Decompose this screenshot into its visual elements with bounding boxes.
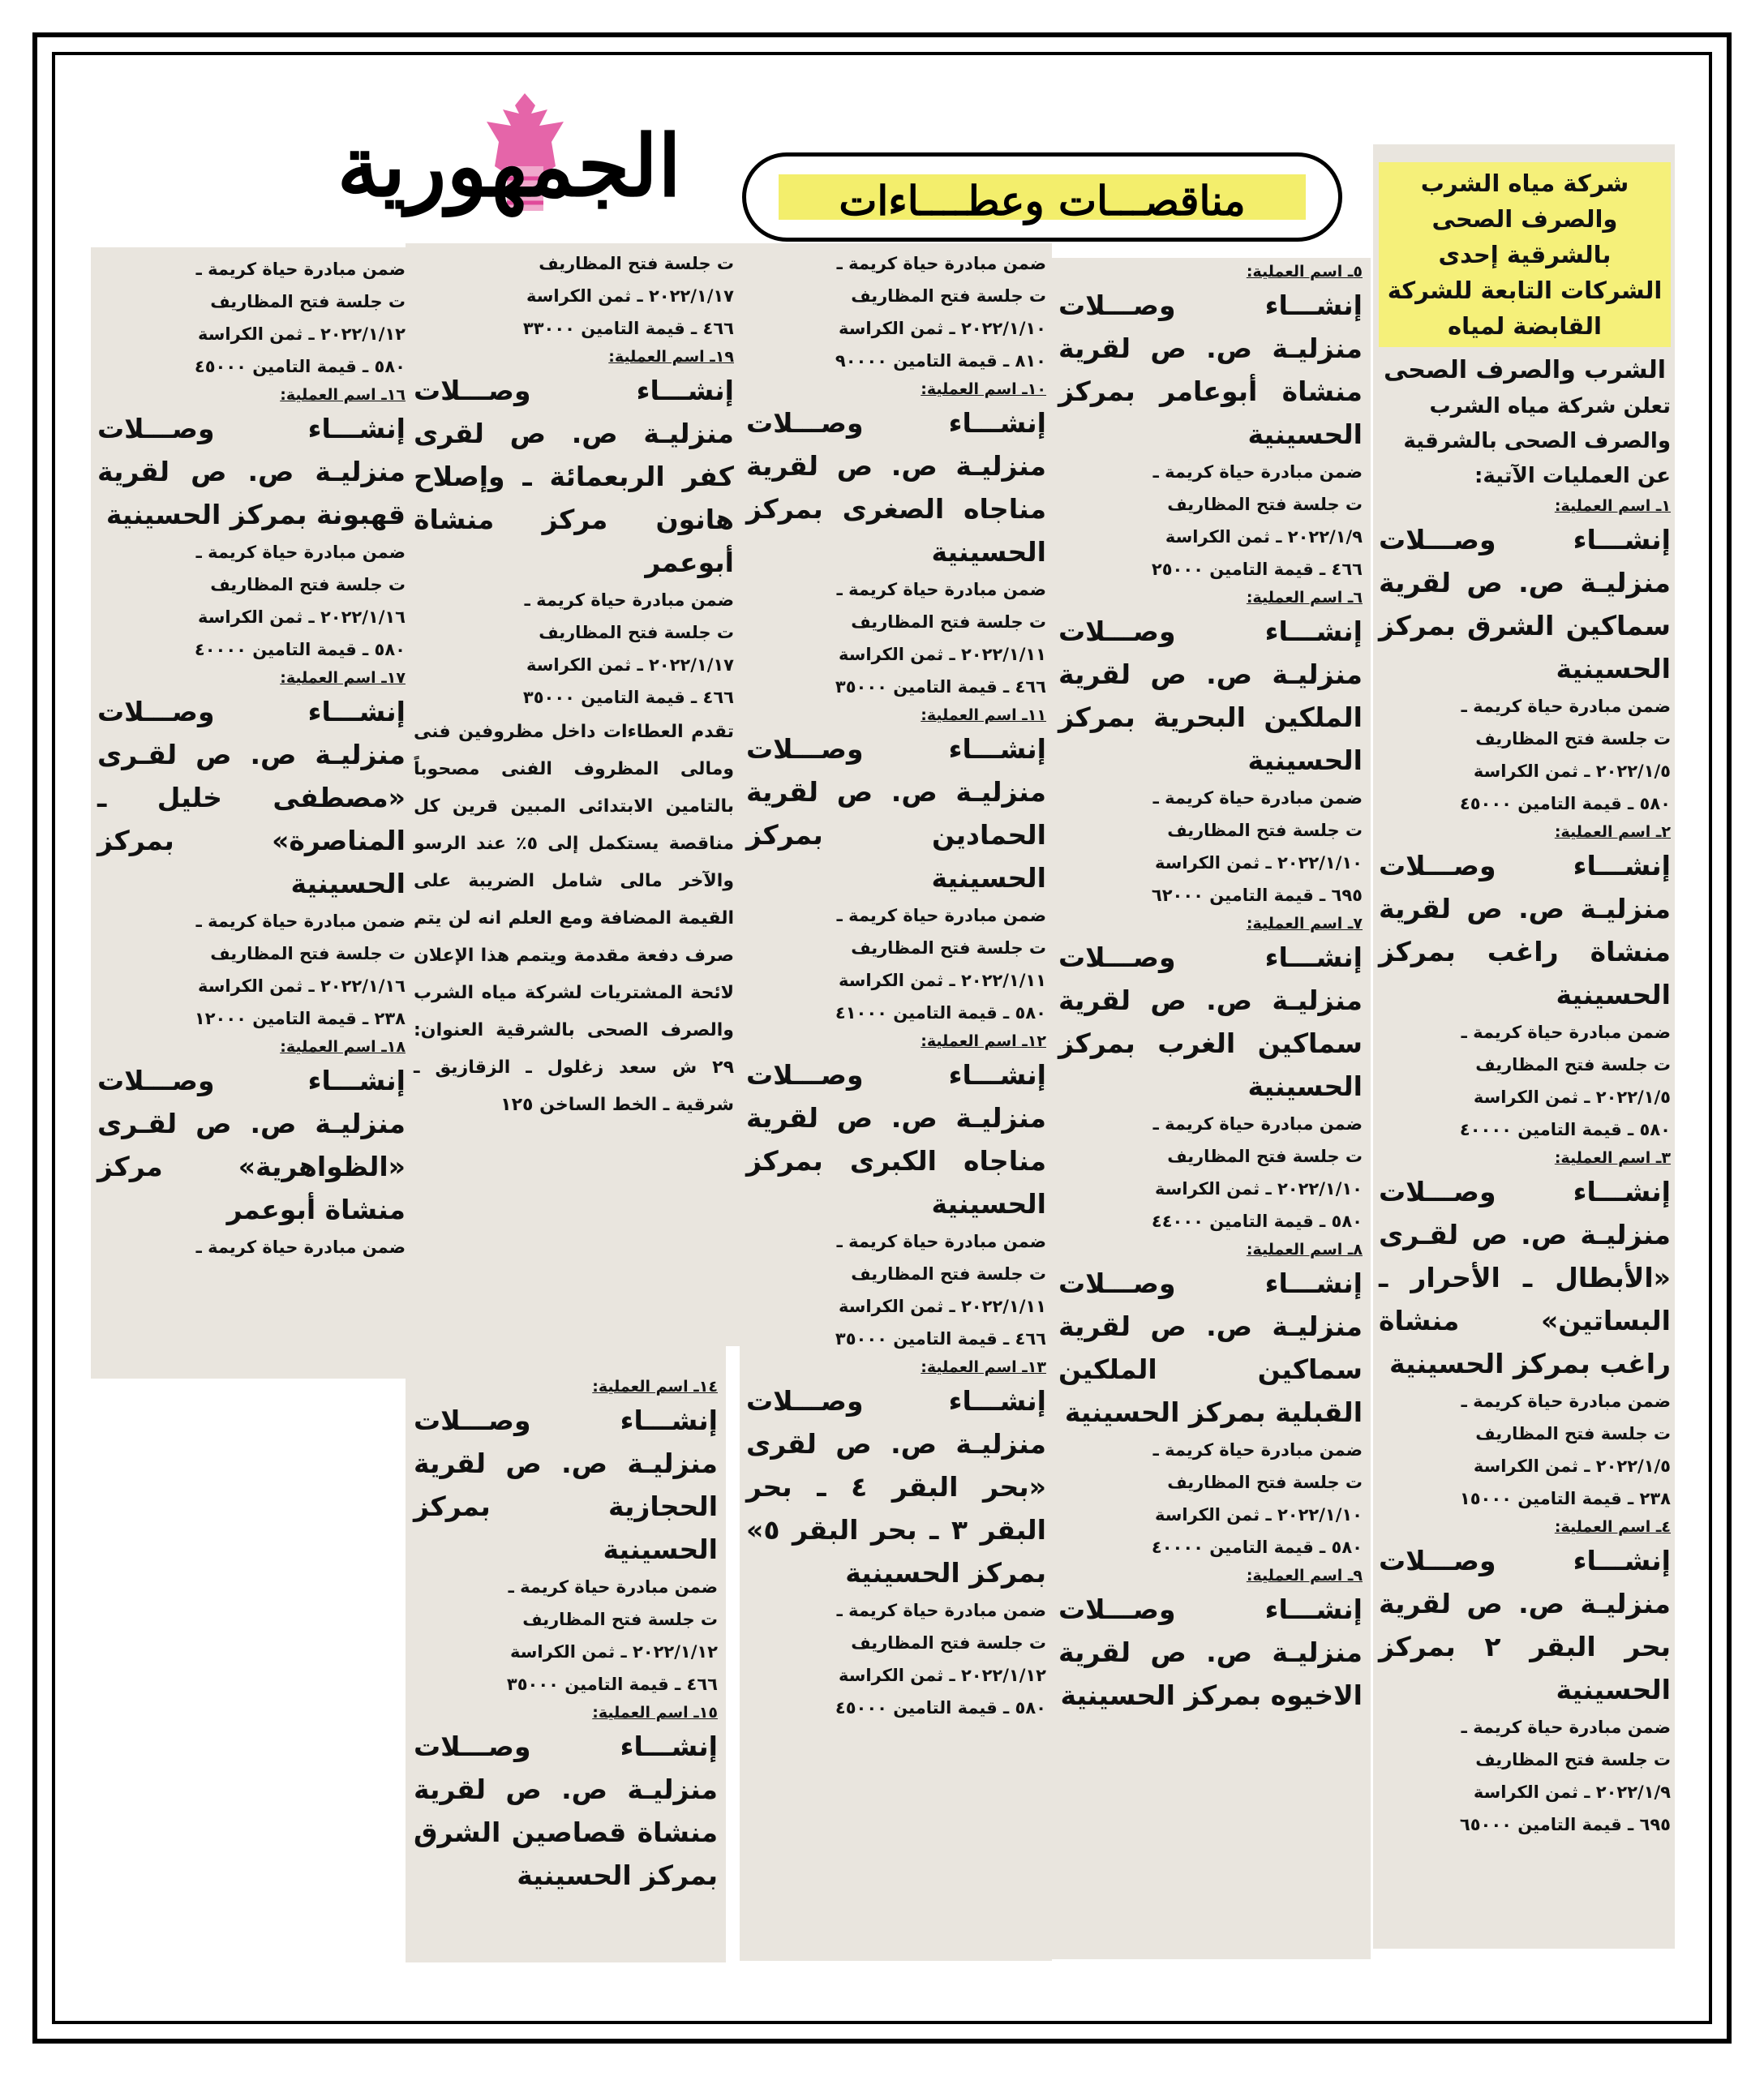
list-item [97, 666, 406, 1035]
item-meta: ضمن مبادرة حياة كريمة ـ [195, 260, 406, 279]
item-meta: ت جلسة فتح المظاريف [539, 254, 734, 273]
item-label: ١٦ـ اسم العملية: [280, 386, 406, 404]
item-meta: ٢٠٢٢/١/٩ ـ ثمن الكراسة [1473, 1782, 1671, 1802]
list-item [1379, 1146, 1671, 1515]
item-meta: ضمن مبادرة حياة كريمة ـ [1461, 697, 1671, 716]
item-meta: ٢٠٢٢/١/١١ ـ ثمن الكراسة [839, 645, 1046, 664]
item-meta: ٢٠٢٢/١/١٢ ـ ثمن الكراسة [198, 324, 406, 344]
section-header-text: مناقصـــات وعطــــاءات [779, 174, 1306, 220]
item-title: إنشـــاء وصـــلات منزليـة ص. ص لقرى كفر الربعمائة ـ وإصلاح هانون مركز منشاة أبوعمر [414, 375, 734, 578]
item-meta: ٢٣٨ ـ قيمة التامين ١٥٠٠٠ [1459, 1489, 1671, 1508]
list-item [414, 247, 734, 345]
list-item [746, 1029, 1046, 1355]
item-meta: ت جلسة فتح المظاريف [851, 1264, 1046, 1284]
company-name-highlight: شركة مياه الشرب والصرف الصحى بالشرقية إحدى الشركات التابعة للشركة القابضة لمياه [1379, 162, 1671, 347]
item-meta: ٢٠٢٢/١/١٧ ـ ثمن الكراسة [526, 655, 734, 675]
list-item [414, 1701, 718, 1897]
column-4-lower [414, 1375, 718, 1897]
item-meta: ت جلسة فتح المظاريف [539, 623, 734, 642]
item-meta: ٢٠٢٢/١/١٦ ـ ثمن الكراسة [198, 976, 406, 996]
item-meta: ضمن مبادرة حياة كريمة ـ [836, 580, 1046, 599]
item-meta: ت جلسة فتح المظاريف [210, 575, 406, 594]
item-meta: ت جلسة فتح المظاريف [522, 1610, 718, 1629]
list-item [1058, 1237, 1363, 1563]
item-label: ١٢ـ اسم العملية: [921, 1032, 1046, 1050]
item-label: ٦ـ اسم العملية: [1246, 589, 1363, 607]
item-title: إنشـــاء وصـــلات منزليـة ص. ص لقـرى «الظواهرية» مركز منشاة أبوعمر [97, 1065, 406, 1225]
item-meta: ٤٦٦ ـ قيمة التامين ٣٥٠٠٠ [506, 1675, 718, 1694]
item-meta: ضمن مبادرة حياة كريمة ـ [1152, 788, 1363, 808]
item-meta: ٢٠٢٢/١/١٠ ـ ثمن الكراسة [1155, 1179, 1363, 1199]
column-3 [746, 247, 1046, 1724]
company-name-tail: الشرب والصرف الصحى [1383, 356, 1667, 384]
item-meta: ٢٠٢٢/١/١٢ ـ ثمن الكراسة [510, 1642, 718, 1662]
list-item [414, 345, 734, 714]
item-meta: ٢٠٢٢/١/١٠ ـ ثمن الكراسة [839, 319, 1046, 338]
list-item [97, 253, 406, 383]
item-title: إنشـــاء وصـــلات منزليـة ص. ص لقرية الحمادين بمركز الحسينية [746, 733, 1046, 894]
item-label: ١ـ اسم العملية: [1554, 497, 1671, 515]
section-header [742, 152, 1342, 242]
item-meta: ٢٠٢٢/١/١٦ ـ ثمن الكراسة [198, 607, 406, 627]
column-4 [414, 247, 734, 1124]
item-meta: ضمن مبادرة حياة كريمة ـ [1461, 1023, 1671, 1042]
item-meta: ٥٨٠ ـ قيمة التامين ٤٤٠٠٠ [1151, 1212, 1363, 1231]
list-item [746, 247, 1046, 377]
item-title: إنشـــاء وصـــلات منزليـة ص. ص لقرية الحجازية بمركز الحسينية [414, 1405, 718, 1565]
item-label: ٧ـ اسم العملية: [1246, 915, 1363, 933]
item-meta: ت جلسة فتح المظاريف [851, 286, 1046, 306]
item-meta: ت جلسة فتح المظاريف [1167, 495, 1363, 514]
list-item [97, 1035, 406, 1263]
item-meta: ت جلسة فتح المظاريف [851, 938, 1046, 958]
item-meta: ٥٨٠ ـ قيمة التامين ٤٥٠٠٠ [835, 1698, 1046, 1718]
item-meta: ٢٠٢٢/١/١٠ ـ ثمن الكراسة [1155, 853, 1363, 873]
list-item [1058, 585, 1363, 911]
item-meta: ٥٨٠ ـ قيمة التامين ٤٥٠٠٠ [1459, 794, 1671, 813]
item-title: إنشـــاء وصـــلات منزليـة ص. ص لقرية قهبونة بمركز الحسينية [97, 413, 406, 530]
item-meta: ضمن مبادرة حياة كريمة ـ [836, 1601, 1046, 1620]
item-meta: ٥٨٠ ـ قيمة التامين ٤٠٠٠٠ [1151, 1538, 1363, 1557]
item-label: ١٣ـ اسم العملية: [921, 1358, 1046, 1376]
item-title: إنشـــاء وصـــلات منزليـة ص. ص لقرية سماكين الشرق بمركز الحسينية [1379, 524, 1671, 684]
item-meta: ت جلسة فتح المظاريف [1475, 1750, 1671, 1769]
list-item [1058, 260, 1363, 585]
item-meta: ضمن مبادرة حياة كريمة ـ [508, 1577, 718, 1597]
item-meta: ٤٦٦ ـ قيمة التامين ٣٥٠٠٠ [522, 688, 734, 707]
list-item [1379, 820, 1671, 1146]
item-meta: ضمن مبادرة حياة كريمة ـ [1461, 1392, 1671, 1411]
item-title: إنشـــاء وصـــلات منزليـة ص. ص لقرية منشاة قصاصين الشرق بمركز الحسينية [414, 1731, 718, 1891]
item-meta: ضمن مبادرة حياة كريمة ـ [836, 254, 1046, 273]
item-meta: ٢٠٢٢/١/٥ ـ ثمن الكراسة [1473, 1087, 1671, 1107]
item-meta: ٢٠٢٢/١/٥ ـ ثمن الكراسة [1473, 761, 1671, 781]
item-title: إنشـــاء وصـــلات منزليـة ص. ص لقرية مناجاه الصغرى بمركز الحسينية [746, 407, 1046, 568]
item-label: ٣ـ اسم العملية: [1554, 1149, 1671, 1167]
tender-note: تقدم العطاءات داخل مظروفين فنى ومالى المظروف الفنى مصحوباً بالتامين الابتدائى المبين قرين كل مناقصة يستكمل إلى ٥٪ عند الرسو والآخر مالى شامل الضريبة على القيمة المضافة ومع العلم انه لن يتم صرف دفعة مقدمة ويتمم هذا الإعلان لائحة المشتريات لشركة مياه الشرب والصرف الصحى بالشرقية العنوان: ٢٩ ش سعد زغلول ـ الزقازيق ـ شرقية ـ الخط الساخن ١٢٥ [414, 722, 734, 1115]
item-meta: ٢٠٢٢/١/١١ ـ ثمن الكراسة [839, 1297, 1046, 1316]
item-title: إنشـــاء وصـــلات منزليـة ص. ص لقـرى «الأبطال ـ الأحرار ـ البساتين» منشاة راغب بمركز الحسينية [1379, 1176, 1671, 1379]
item-meta: ضمن مبادرة حياة كريمة ـ [195, 1237, 406, 1257]
column-1 [1379, 162, 1671, 1841]
list-item [1379, 1515, 1671, 1841]
item-label: ١٥ـ اسم العملية: [592, 1704, 718, 1722]
item-meta: ت جلسة فتح المظاريف [1475, 1055, 1671, 1074]
list-item [1058, 1563, 1363, 1717]
item-meta: ٢٣٨ ـ قيمة التامين ١٢٠٠٠ [194, 1009, 406, 1028]
item-label: ١٨ـ اسم العملية: [280, 1038, 406, 1056]
item-title: إنشـــاء وصـــلات منزليـة ص. ص لقرية بحر البقر ٢ بمركز الحسينية [1379, 1545, 1671, 1705]
item-label: ١٤ـ اسم العملية: [592, 1378, 718, 1396]
item-label: ٢ـ اسم العملية: [1554, 823, 1671, 841]
intro-text: تعلن شركة مياه الشرب والصرف الصحى بالشرقية عن العمليات الآتية: [1403, 394, 1671, 488]
item-meta: ضمن مبادرة حياة كريمة ـ [524, 590, 734, 610]
item-meta: ت جلسة فتح المظاريف [1167, 821, 1363, 840]
item-meta: ضمن مبادرة حياة كريمة ـ [1461, 1718, 1671, 1737]
item-meta: ٢٠٢٢/١/١١ ـ ثمن الكراسة [839, 971, 1046, 990]
item-meta: ت جلسة فتح المظاريف [210, 292, 406, 311]
column-5 [97, 253, 406, 1263]
item-title: إنشـــاء وصـــلات منزليـة ص. ص لقرية سماكين الغرب بمركز الحسينية [1058, 941, 1363, 1102]
item-meta: ضمن مبادرة حياة كريمة ـ [1152, 462, 1363, 482]
logo-wordmark: الجمهورية [337, 116, 681, 216]
item-meta: ٥٨٠ ـ قيمة التامين ٤٥٠٠٠ [194, 357, 406, 376]
item-meta: ت جلسة فتح المظاريف [1167, 1473, 1363, 1492]
item-meta: ٤٦٦ ـ قيمة التامين ٣٣٠٠٠ [522, 319, 734, 338]
list-item [414, 1375, 718, 1701]
list-item [1379, 494, 1671, 820]
item-label: ٩ـ اسم العملية: [1246, 1567, 1363, 1585]
column-2 [1058, 260, 1363, 1717]
item-title: إنشـــاء وصـــلات منزليـة ص. ص لقرية الملكين البحرية بمركز الحسينية [1058, 616, 1363, 776]
item-meta: ٨١٠ ـ قيمة التامين ٩٠٠٠٠ [835, 351, 1046, 371]
item-label: ٥ـ اسم العملية: [1246, 263, 1363, 281]
list-item [746, 1355, 1046, 1724]
item-meta: ضمن مبادرة حياة كريمة ـ [836, 906, 1046, 925]
item-meta: ٢٠٢٢/١/٩ ـ ثمن الكراسة [1165, 527, 1363, 547]
item-meta: ت جلسة فتح المظاريف [1167, 1147, 1363, 1166]
item-meta: ت جلسة فتح المظاريف [1475, 1424, 1671, 1443]
item-meta: ٦٩٥ ـ قيمة التامين ٦٢٠٠٠ [1151, 886, 1363, 905]
item-label: ١٩ـ اسم العملية: [608, 348, 734, 366]
item-meta: ضمن مبادرة حياة كريمة ـ [836, 1232, 1046, 1251]
newspaper-logo [337, 89, 681, 227]
item-title: إنشـــاء وصـــلات منزليـة ص. ص لقرية منشاة راغب بمركز الحسينية [1379, 850, 1671, 1010]
item-meta: ٤٦٦ ـ قيمة التامين ٣٥٠٠٠ [835, 1329, 1046, 1349]
list-item [746, 703, 1046, 1029]
item-meta: ت جلسة فتح المظاريف [1475, 729, 1671, 748]
item-meta: ٥٨٠ ـ قيمة التامين ٤٠٠٠٠ [194, 640, 406, 659]
item-meta: ضمن مبادرة حياة كريمة ـ [1152, 1114, 1363, 1134]
list-item [746, 377, 1046, 703]
item-meta: ٢٠٢٢/١/١٢ ـ ثمن الكراسة [839, 1666, 1046, 1685]
item-meta: ت جلسة فتح المظاريف [851, 612, 1046, 632]
item-label: ٨ـ اسم العملية: [1246, 1241, 1363, 1259]
item-title: إنشـــاء وصـــلات منزليـة ص. ص لقرية الاخيوه بمركز الحسينية [1058, 1593, 1363, 1711]
item-title: إنشـــاء وصـــلات منزليـة ص. ص لقـرى «مصطفى خليل ـ المناصرة» بمركز الحسينية [97, 696, 406, 899]
item-label: ٤ـ اسم العملية: [1554, 1518, 1671, 1536]
item-label: ١٧ـ اسم العملية: [280, 669, 406, 687]
item-meta: ضمن مبادرة حياة كريمة ـ [195, 543, 406, 562]
item-title: إنشـــاء وصـــلات منزليـة ص. ص لقرية مناجاه الكبرى بمركز الحسينية [746, 1059, 1046, 1220]
item-meta: ت جلسة فتح المظاريف [851, 1633, 1046, 1653]
item-label: ١٠ـ اسم العملية: [921, 380, 1046, 398]
item-meta: ٤٦٦ ـ قيمة التامين ٣٥٠٠٠ [835, 677, 1046, 697]
item-title: إنشـــاء وصـــلات منزليـة ص. ص لقرية سماكين الملكين القبلية بمركز الحسينية [1058, 1267, 1363, 1428]
item-meta: ٢٠٢٢/١/١٧ ـ ثمن الكراسة [526, 286, 734, 306]
item-meta: ت جلسة فتح المظاريف [210, 944, 406, 963]
item-meta: ٦٩٥ ـ قيمة التامين ٦٥٠٠٠ [1459, 1815, 1671, 1834]
item-meta: ٢٠٢٢/١/١٠ ـ ثمن الكراسة [1155, 1505, 1363, 1525]
item-meta: ٢٠٢٢/١/٥ ـ ثمن الكراسة [1473, 1456, 1671, 1476]
item-label: ١١ـ اسم العملية: [921, 706, 1046, 724]
item-meta: ٥٨٠ ـ قيمة التامين ٤١٠٠٠ [835, 1003, 1046, 1023]
list-item [1058, 911, 1363, 1237]
item-meta: ٥٨٠ ـ قيمة التامين ٤٠٠٠٠ [1459, 1120, 1671, 1139]
item-meta: ضمن مبادرة حياة كريمة ـ [1152, 1440, 1363, 1460]
item-meta: ضمن مبادرة حياة كريمة ـ [195, 911, 406, 931]
item-meta: ٤٦٦ ـ قيمة التامين ٢٥٠٠٠ [1151, 560, 1363, 579]
item-title: إنشـــاء وصـــلات منزليـة ص. ص لقرية منشاة أبوعامر بمركز الحسينية [1058, 290, 1363, 450]
item-title: إنشـــاء وصـــلات منزليـة ص. ص لقرى «بحر البقر ٤ ـ بحر البقر ٣ ـ بحر البقر ٥» بمركز الحسينية [746, 1385, 1046, 1589]
list-item [97, 383, 406, 666]
